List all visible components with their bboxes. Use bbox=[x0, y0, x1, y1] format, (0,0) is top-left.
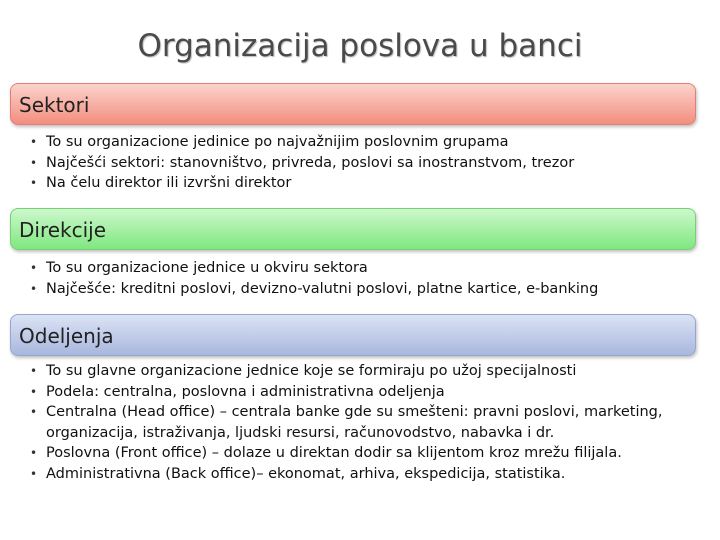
bullet-item: • Najčešći sektori: stanovništvo, privreda, poslovi sa inostranstvom, trezor bbox=[30, 153, 700, 174]
bullet-list-sektori bbox=[30, 132, 700, 194]
section-header-sektori: Sektori bbox=[10, 83, 696, 125]
bullet-item: • Centralna (Head office) – centrala banke gde su smešteni: pravni poslovi, marketing, organizacija, istraživanja, ljudski resursi, računovodstvo, nabavka i dr. bbox=[30, 402, 700, 443]
bullet-item: • Najčešće: kreditni poslovi, devizno-valutni poslovi, platne kartice, e-banking bbox=[30, 279, 700, 300]
bullet-list-odeljenja bbox=[30, 361, 700, 484]
bullet-item: • To su organizacione jedinice po najvažnijim poslovnim grupama bbox=[30, 132, 700, 153]
bullet-item: • To su organizacione jednice u okviru sektora bbox=[30, 258, 700, 279]
section-header-odeljenja: Odeljenja bbox=[10, 314, 696, 356]
bullet-item: • To su glavne organizacione jednice koje se formiraju po užoj specijalnosti bbox=[30, 361, 700, 382]
bullet-item: • Administrativna (Back office)– ekonomat, arhiva, ekspedicija, statistika. bbox=[30, 464, 700, 485]
bullet-item: • Poslovna (Front office) – dolaze u direktan dodir sa klijentom kroz mrežu filijala. bbox=[30, 443, 700, 464]
slide-title: Organizacija poslova u banci bbox=[137, 28, 583, 64]
bullet-item: • Podela: centralna, poslovna i administrativna odeljenja bbox=[30, 382, 700, 403]
bullet-item: • Na čelu direktor ili izvršni direktor bbox=[30, 173, 700, 194]
section-header-direkcije: Direkcije bbox=[10, 208, 696, 250]
bullet-list-direkcije bbox=[30, 258, 700, 299]
